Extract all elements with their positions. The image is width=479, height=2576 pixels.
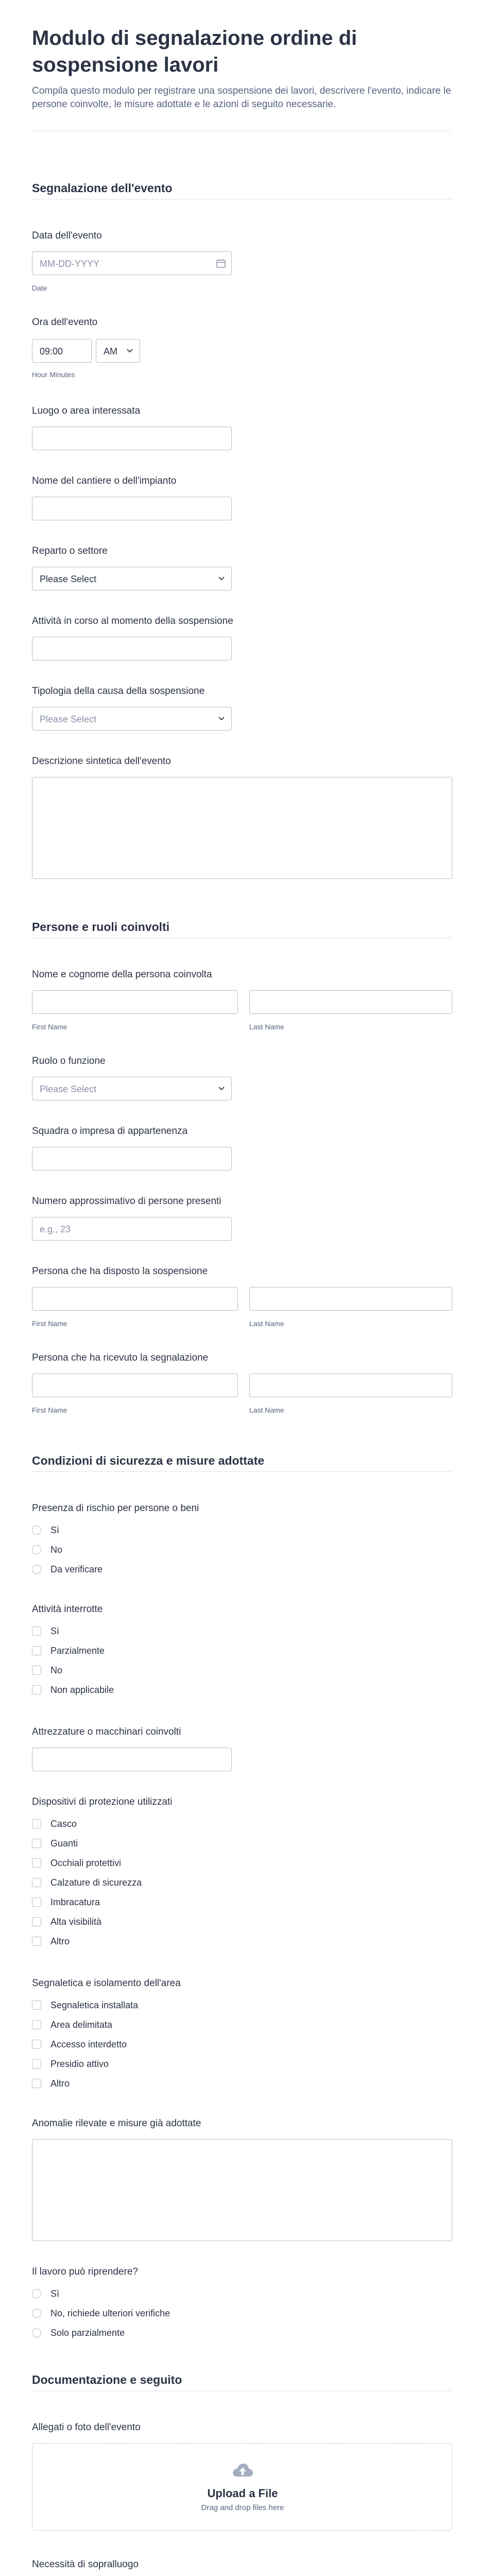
upload-title: Upload a File (207, 2487, 278, 2500)
cloud-upload-icon (231, 2461, 254, 2479)
received-by-first-name-input[interactable] (32, 1374, 238, 1397)
people-count-label: Numero approssimativo di persone presenti (32, 1196, 221, 1207)
form-page: Modulo di segnalazione ordine di sospensione lavori Compila questo modulo per registrare una sospensione dei lavori, descrivere l'evento, indicare le persone coinvolte, le misure adottate e le azioni di seguito necessarie. Segnalazione dell'evento Data dell'evento MM-DD-YYYY Date Ora dell'evento 09:00 AM Hour Minutes Luogo o area interessata Nome del cantiere o dell'impianto Reparto o settore Please Select Attività in corso al momento della sospensione Tipologia della causa della sospensione Please Select Descrizione sintetica dell'evento Persone e ruoli coinvolti Nome e cognome della persona coinvolta First Name Last Name Ruolo o funzione Please Select Squadra o impresa di appartenenza Numero approssimativo di persone presenti e.g., 23 Persona che ha disposto la sospensione First Name Last Name Persona che ha ricevuto la segnalazione First Name Last Name Condizioni di sicurezza e misure adottate Presenza di rischio per persone o beni Sì No Da verificare Attività interrotte Sì Parzialmente No Non applicabile Attrezzature o macchinari coinvolti Dispositivi di protezione utilizzati Casco Guanti Occhiali protettivi Calzature di sicurezza Imbracatura Alta visibilità Altro Segnaletica e isolamento dell'area Segnaletica installata Area delimitata Accesso interdetto Presidio attivo Altro Anomalie rilevate e misure già adottate Il lavoro può riprendere? Sì No, richiede ulteriori verifiche Solo parzialmente Documentazione e seguito Allegati o foto dell'evento Upload a File Drag and drop files here Necessità di sopralluogo (0, 0, 479, 2576)
team-input[interactable] (32, 1147, 232, 1171)
event-time-sublabel: Hour Minutes (32, 370, 75, 379)
radio[interactable] (32, 2289, 41, 2298)
inspection-label: Necessità di sopralluogo (32, 2559, 139, 2570)
involved-first-name-input[interactable] (32, 990, 238, 1014)
event-time-ampm-select[interactable] (96, 339, 140, 363)
first-name-sublabel: First Name (32, 1406, 67, 1414)
event-date-label: Data dell'evento (32, 230, 102, 241)
chevron-down-icon (218, 716, 225, 722)
checkbox[interactable] (32, 2059, 41, 2069)
upload-hint: Drag and drop files here (201, 2503, 284, 2512)
chevron-down-icon (218, 1086, 225, 1092)
radio[interactable] (32, 2309, 41, 2318)
radio[interactable] (32, 1526, 41, 1535)
resume-label: Il lavoro può riprendere? (32, 2266, 138, 2277)
anomalies-label: Anomalie rilevate e misure già adottate (32, 2118, 201, 2129)
calendar-icon[interactable] (216, 258, 226, 268)
checkbox[interactable] (32, 1839, 41, 1848)
role-label: Ruolo o funzione (32, 1056, 106, 1066)
activity-label: Attività in corso al momento della sospensione (32, 616, 233, 626)
equipment-label: Attrezzature o macchinari coinvolti (32, 1726, 181, 1737)
event-time-label: Ora dell'evento (32, 317, 98, 328)
department-label: Reparto o settore (32, 546, 108, 556)
received-by-last-name-input[interactable] (249, 1374, 452, 1397)
checkbox[interactable] (32, 2079, 41, 2088)
stopped-label: Attività interrotte (32, 1604, 103, 1615)
checkbox[interactable] (32, 2001, 41, 2010)
involved-name-label: Nome e cognome della persona coinvolta (32, 969, 212, 980)
ppe-label: Dispositivi di protezione utilizzati (32, 1797, 173, 1807)
people-count-placeholder: e.g., 23 (40, 1224, 71, 1234)
checkbox[interactable] (32, 1937, 41, 1946)
radio[interactable] (32, 1565, 41, 1574)
last-name-sublabel: Last Name (249, 1319, 284, 1328)
chevron-down-icon (218, 575, 225, 582)
last-name-sublabel: Last Name (249, 1023, 284, 1031)
checkbox[interactable] (32, 1897, 41, 1907)
first-name-sublabel: First Name (32, 1023, 67, 1031)
last-name-sublabel: Last Name (249, 1406, 284, 1414)
section-people-title: Persone e ruoli coinvolti (32, 920, 170, 934)
department-value: Please Select (40, 574, 97, 584)
site-name-label: Nome del cantiere o dell'impianto (32, 476, 177, 486)
checkbox[interactable] (32, 1917, 41, 1926)
summary-label: Descrizione sintetica dell'evento (32, 756, 171, 767)
risk-label: Presenza di rischio per persone o beni (32, 1503, 199, 1514)
received-by-label: Persona che ha ricevuto la segnalazione (32, 1352, 209, 1363)
first-name-sublabel: First Name (32, 1319, 67, 1328)
radio[interactable] (32, 1545, 41, 1554)
ordered-by-label: Persona che ha disposto la sospensione (32, 1266, 208, 1277)
checkbox[interactable] (32, 1646, 41, 1655)
role-select[interactable] (32, 1077, 232, 1100)
cause-type-label: Tipologia della causa della sospensione (32, 686, 205, 697)
ordered-by-first-name-input[interactable] (32, 1287, 238, 1311)
radio[interactable] (32, 2328, 41, 2337)
chevron-down-icon (126, 348, 133, 354)
form-description: Compila questo modulo per registrare una sospensione dei lavori, descrivere l'evento, indicare le persone coinvolte, le misure adottate e le azioni di seguito necessarie. (32, 86, 451, 110)
team-label: Squadra o impresa di appartenenza (32, 1126, 188, 1137)
location-label: Luogo o area interessata (32, 405, 141, 416)
checkbox[interactable] (32, 1858, 41, 1868)
event-time-input[interactable] (32, 339, 92, 363)
section-event-title: Segnalazione dell'evento (32, 181, 173, 195)
site-name-input[interactable] (32, 497, 232, 520)
equipment-input[interactable] (32, 1748, 232, 1771)
people-count-input[interactable] (32, 1217, 232, 1241)
location-input[interactable] (32, 427, 232, 450)
checkbox[interactable] (32, 1666, 41, 1675)
ordered-by-last-name-input[interactable] (249, 1287, 452, 1311)
activity-input[interactable] (32, 637, 232, 660)
signage-label: Segnaletica e isolamento dell'area (32, 1978, 181, 1989)
event-time-value: 09:00 (40, 346, 63, 357)
checkbox[interactable] (32, 1819, 41, 1828)
section-safety-title: Condizioni di sicurezza e misure adottate (32, 1454, 265, 1467)
cause-type-placeholder: Please Select (40, 714, 97, 724)
event-time-ampm-value: AM (104, 346, 117, 357)
summary-textarea[interactable] (32, 777, 452, 879)
event-date-placeholder: MM-DD-YYYY (40, 259, 99, 269)
checkbox[interactable] (32, 2040, 41, 2049)
event-date-sublabel: Date (32, 284, 47, 292)
form-title: Modulo di segnalazione ordine di sospensione lavori (32, 27, 357, 76)
involved-last-name-input[interactable] (249, 990, 452, 1014)
role-placeholder: Please Select (40, 1084, 97, 1094)
checkbox[interactable] (32, 1685, 41, 1694)
event-date-input[interactable] (32, 251, 232, 275)
file-upload-dropzone[interactable] (32, 2443, 452, 2531)
checkbox[interactable] (32, 2020, 41, 2029)
anomalies-textarea[interactable] (32, 2139, 452, 2241)
checkbox[interactable] (32, 1626, 41, 1636)
cause-type-select[interactable] (32, 707, 232, 731)
department-select[interactable] (32, 567, 232, 590)
divider (32, 1471, 452, 1472)
checkbox[interactable] (32, 1878, 41, 1887)
section-docs-title: Documentazione e seguito (32, 2373, 182, 2386)
attachments-label: Allegati o foto dell'evento (32, 2422, 141, 2433)
